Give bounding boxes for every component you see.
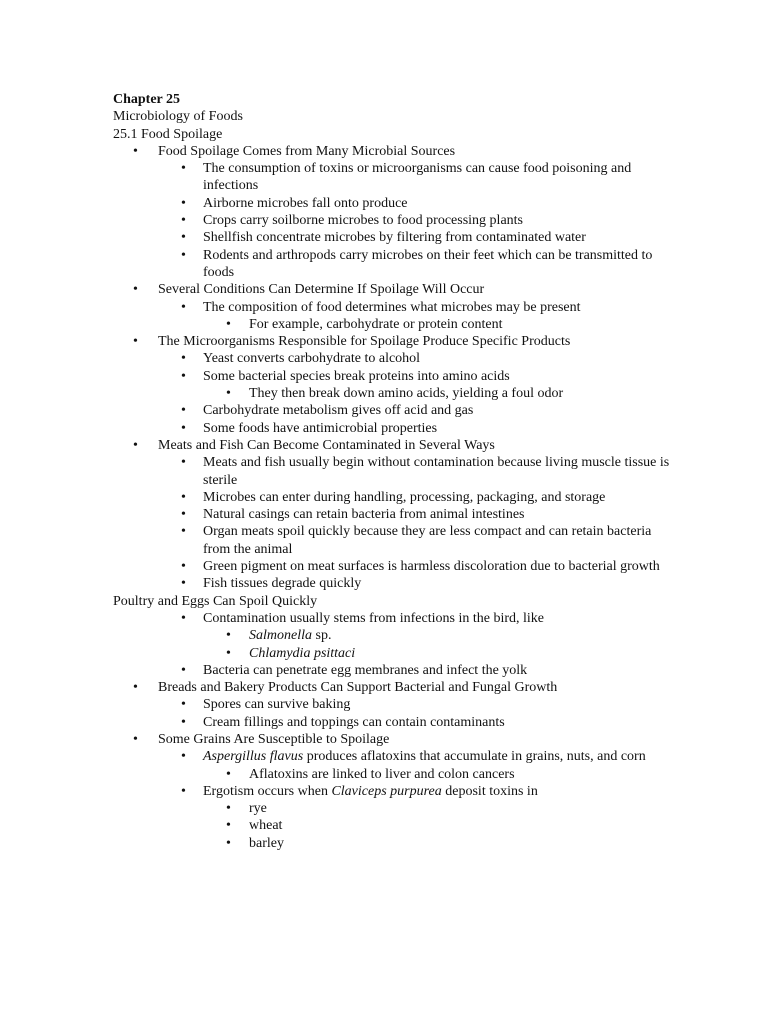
list-item xyxy=(113,247,673,282)
text-segment: The Microorganisms Responsible for Spoilage Produce Specific Products xyxy=(158,334,571,350)
text-segment: Natural casings can retain bacteria from animal intestines xyxy=(203,507,525,523)
bullet-icon: • xyxy=(181,247,186,263)
list-item xyxy=(113,143,673,160)
list-item-text xyxy=(113,593,673,610)
list-item xyxy=(113,731,673,748)
section-heading: 25.1 Food Spoilage xyxy=(113,126,223,142)
list-item-text xyxy=(203,558,673,575)
bullet-icon: • xyxy=(181,230,186,246)
list-item xyxy=(113,454,673,489)
bullet-icon: • xyxy=(181,403,186,419)
list-item-text xyxy=(158,333,673,350)
text-segment: Poultry and Eggs Can Spoil Quickly xyxy=(113,593,318,609)
list-item xyxy=(113,402,673,419)
text-segment: Bacteria can penetrate egg membranes and infect the yolk xyxy=(203,662,528,678)
list-item xyxy=(113,783,673,800)
bullet-icon: • xyxy=(226,818,231,834)
list-item xyxy=(113,160,673,195)
text-segment: Ergotism occurs when xyxy=(203,783,332,799)
text-segment: Organ meats spoil quickly because they are less compact and can retain bacteria from the animal xyxy=(203,524,652,557)
text-segment: Fish tissues degrade quickly xyxy=(203,576,362,592)
italic-term: Chlamydia psittaci xyxy=(249,645,356,661)
text-segment: Some bacterial species break proteins into amino acids xyxy=(203,368,510,384)
list-item-text xyxy=(203,247,673,282)
bullet-icon: • xyxy=(181,161,186,177)
list-item-text xyxy=(249,766,673,783)
list-item xyxy=(113,696,673,713)
list-item-text xyxy=(203,195,673,212)
bullet-icon: • xyxy=(226,628,231,644)
list-item-text xyxy=(249,627,673,644)
list-item-text xyxy=(249,817,673,834)
bullet-icon: • xyxy=(181,368,186,384)
list-item xyxy=(113,523,673,558)
text-segment: They then break down amino acids, yielding a foul odor xyxy=(249,386,564,402)
bullet-icon: • xyxy=(181,299,186,315)
text-segment: deposit toxins in xyxy=(441,783,538,799)
list-item-text xyxy=(203,748,673,765)
list-item-text xyxy=(203,489,673,506)
list-item-text xyxy=(203,299,673,316)
list-item xyxy=(113,489,673,506)
bullet-icon: • xyxy=(133,282,138,298)
text-segment: Crops carry soilborne microbes to food processing plants xyxy=(203,213,523,229)
list-item-text xyxy=(249,800,673,817)
bullet-icon: • xyxy=(181,455,186,471)
list-item xyxy=(113,679,673,696)
list-item-text xyxy=(249,316,673,333)
list-item-text xyxy=(203,696,673,713)
list-item-text xyxy=(203,783,673,800)
text-segment: Food Spoilage Comes from Many Microbial Sources xyxy=(158,143,456,159)
text-segment: Yeast converts carbohydrate to alcohol xyxy=(203,351,421,367)
bullet-icon: • xyxy=(181,213,186,229)
bullet-icon: • xyxy=(133,334,138,350)
text-segment: Contamination usually stems from infections in the bird, like xyxy=(203,610,545,626)
text-segment: rye xyxy=(249,801,267,817)
list-item xyxy=(113,627,673,644)
list-item xyxy=(113,437,673,454)
outline-list xyxy=(113,143,673,852)
list-item xyxy=(113,662,673,679)
list-item-text xyxy=(203,212,673,229)
list-item xyxy=(113,316,673,333)
list-item xyxy=(113,645,673,662)
list-item-text xyxy=(203,506,673,523)
list-item-text xyxy=(158,731,673,748)
bullet-icon: • xyxy=(181,507,186,523)
list-item-text xyxy=(203,160,673,195)
list-item-text xyxy=(249,645,673,662)
bullet-icon: • xyxy=(226,801,231,817)
list-item xyxy=(113,212,673,229)
bullet-icon: • xyxy=(181,576,186,592)
bullet-icon: • xyxy=(181,489,186,505)
bullet-icon: • xyxy=(181,783,186,799)
list-item xyxy=(113,299,673,316)
bullet-icon: • xyxy=(133,143,138,159)
bullet-icon: • xyxy=(181,195,186,211)
text-segment: Meats and Fish Can Become Contaminated in Several Ways xyxy=(158,437,495,453)
list-item xyxy=(113,350,673,367)
list-item xyxy=(113,610,673,627)
list-item xyxy=(113,420,673,437)
list-item xyxy=(113,558,673,575)
bullet-icon: • xyxy=(226,645,231,661)
list-item-text xyxy=(203,662,673,679)
chapter-heading: Chapter 25 xyxy=(113,92,181,107)
list-item-text xyxy=(203,610,673,627)
text-segment: The consumption of toxins or microorganisms can cause food poisoning and infections xyxy=(203,161,632,194)
text-segment: Airborne microbes fall onto produce xyxy=(203,195,408,211)
text-segment: Breads and Bakery Products Can Support Bacterial and Fungal Growth xyxy=(158,680,558,696)
text-segment: The composition of food determines what microbes may be present xyxy=(203,299,581,315)
bullet-icon: • xyxy=(181,662,186,678)
text-segment: Microbes can enter during handling, processing, packaging, and storage xyxy=(203,489,606,505)
list-item-text xyxy=(203,575,673,592)
list-item-text xyxy=(203,368,673,385)
italic-term: Claviceps purpurea xyxy=(331,783,442,799)
bullet-icon: • xyxy=(133,680,138,696)
text-segment: Green pigment on meat surfaces is harmless discoloration due to bacterial growth xyxy=(203,559,660,575)
list-item-text xyxy=(158,143,673,160)
bullet-icon: • xyxy=(181,610,186,626)
list-item xyxy=(113,195,673,212)
text-segment: For example, carbohydrate or protein content xyxy=(249,316,503,332)
list-item xyxy=(113,385,673,402)
list-item xyxy=(113,748,673,765)
list-item-text xyxy=(249,835,673,852)
text-segment: produces aflatoxins that accumulate in grains, nuts, and corn xyxy=(303,749,646,765)
list-item xyxy=(113,835,673,852)
list-item xyxy=(113,368,673,385)
bullet-icon: • xyxy=(181,749,186,765)
bullet-icon: • xyxy=(133,437,138,453)
list-item xyxy=(113,800,673,817)
list-item xyxy=(113,766,673,783)
bullet-icon: • xyxy=(133,731,138,747)
document-page xyxy=(113,91,673,852)
list-item xyxy=(113,817,673,834)
list-item xyxy=(113,281,673,298)
list-item-text xyxy=(249,385,673,402)
bullet-icon: • xyxy=(226,316,231,332)
list-item xyxy=(113,229,673,246)
text-segment: barley xyxy=(249,835,284,851)
bullet-icon: • xyxy=(181,351,186,367)
list-item-text xyxy=(203,714,673,731)
text-segment: Meats and fish usually begin without contamination because living muscle tissue is sterile xyxy=(203,455,670,488)
list-item-text xyxy=(158,281,673,298)
bullet-icon: • xyxy=(181,524,186,540)
text-segment: wheat xyxy=(249,818,283,834)
list-item xyxy=(113,506,673,523)
outline-heading xyxy=(113,593,673,610)
bullet-icon: • xyxy=(226,766,231,782)
list-item-text xyxy=(158,679,673,696)
chapter-subtitle: Microbiology of Foods xyxy=(113,109,243,125)
text-segment: sp. xyxy=(312,628,332,644)
list-item xyxy=(113,714,673,731)
list-item-text xyxy=(158,437,673,454)
bullet-icon: • xyxy=(181,559,186,575)
text-segment: Several Conditions Can Determine If Spoilage Will Occur xyxy=(158,282,485,298)
bullet-icon: • xyxy=(226,835,231,851)
text-segment: Rodents and arthropods carry microbes on their feet which can be transmitted to foods xyxy=(203,247,653,280)
list-item xyxy=(113,575,673,592)
bullet-icon: • xyxy=(181,420,186,436)
list-item-text xyxy=(203,402,673,419)
list-item-text xyxy=(203,420,673,437)
bullet-icon: • xyxy=(181,697,186,713)
list-item-text xyxy=(203,523,673,558)
list-item-text xyxy=(203,350,673,367)
list-item xyxy=(113,333,673,350)
text-segment: Shellfish concentrate microbes by filtering from contaminated water xyxy=(203,230,586,246)
italic-term: Aspergillus flavus xyxy=(203,749,304,765)
text-segment: Some foods have antimicrobial properties xyxy=(203,420,438,436)
list-item-text xyxy=(203,229,673,246)
text-segment: Aflatoxins are linked to liver and colon cancers xyxy=(249,766,515,782)
bullet-icon: • xyxy=(181,714,186,730)
list-item-text xyxy=(203,454,673,489)
text-segment: Cream fillings and toppings can contain contaminants xyxy=(203,714,505,730)
bullet-icon: • xyxy=(226,386,231,402)
text-segment: Spores can survive baking xyxy=(203,697,351,713)
text-segment: Some Grains Are Susceptible to Spoilage xyxy=(158,731,390,747)
italic-term: Salmonella xyxy=(249,628,312,644)
text-segment: Carbohydrate metabolism gives off acid and gas xyxy=(203,403,474,419)
